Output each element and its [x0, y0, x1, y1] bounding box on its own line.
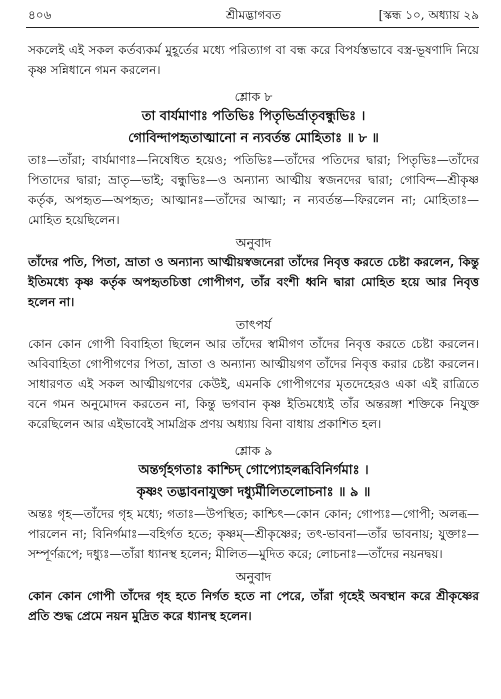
verse-8-word-meanings: তাঃ—তাঁরা; বার্যমাণাঃ—নিষেধিত হয়েও; পতিভিঃ—তাঁদের পতিদের দ্বারা; পিতৃভিঃ—তাঁদের পিতাদের দ্বারা; ভ্রাতৃ—ভাই; বন্ধুভিঃ—ও অন্যান্য আত্মীয় স্বজনদের দ্বারা; গোবিন্দ—শ্রীকৃষ্ণ কর্তৃক, অপহৃত—অপহৃত; আত্মানঃ—তাঁদের আত্মা; ন ন্যবর্তন্ত—ফিরলেন না; মোহিতাঃ—মোহিত হয়েছিলেন। — [28, 153, 479, 227]
verse-8-label: শ্লোক ৮ — [234, 89, 273, 104]
page-body — [28, 40, 479, 626]
page-number: ৪০৬ — [28, 8, 52, 22]
verse-8-translation-label: অনুবাদ — [235, 235, 272, 250]
verse-8-line-2: গোবিন্দাপহৃতাত্মানো ন ন্যবর্তন্ত মোহিতাঃ ॥ ৮ ॥ — [128, 131, 379, 146]
book-title: শ্রীমদ্ভাগবত — [225, 8, 281, 22]
verse-9-translation: কোন কোন গোপী তাঁদের গৃহ হতে নির্গত হতে না পেরে, তাঁরা গৃহেই অবস্থান করে শ্রীকৃষ্ণের প্রতি শুদ্ধ প্রেমে নয়ন মুদ্রিত করে ধ্যানস্থ হলেন। — [28, 589, 479, 623]
intro-paragraph: সকলেই এই সকল কর্তব্যকর্ম মুহূর্তের মধ্যে পরিত্যাগ বা বন্ধ করে বিপর্যস্তভাবে বস্ত্র-ভূষণাদি নিয়ে কৃষ্ণ সন্নিধানে গমন করলেন। — [28, 43, 479, 77]
verse-9-word-meanings: অন্তঃ গৃহ—তাঁদের গৃহ মধ্যে; গতাঃ—উপস্থিত; কাশ্চিৎ—কোন কোন; গোপ্যঃ—গোপী; অলব্ধ—পারলেন না; বিনির্গমাঃ—বহির্গত হতে; কৃষ্ণম্—শ্রীকৃষ্ণের; তৎ-ভাবনা—তাঁর ভাবনায়; যুক্তাঃ—সম্পূর্ণরূপে; দধ্যুঃ—তাঁরা ধ্যানস্থ হলেন; মীলিত—মুদিত করে; লোচনাঃ—তাঁদের নয়নদ্বয়। — [28, 507, 479, 561]
verse-9-translation-label: অনুবাদ — [235, 569, 272, 584]
verse-9-line-2: কৃষ্ণং তদ্ভাবনাযুক্তা দধ্যুর্মীলিতলোচনাঃ ॥ ৯ ॥ — [136, 485, 371, 500]
verse-9-line-1: অন্তর্গৃহগতাঃ কাশ্চিদ্ গোপ্যোহলব্ধবিনির্গমাঃ । — [138, 463, 369, 478]
verse-8-purport: কোন কোন গোপী বিবাহিতা ছিলেন আর তাঁদের স্বামীগণ তাঁদের নিবৃত্ত করতে চেষ্টা করলেন। অবিবাহিতা গোপীগণের পিতা, ভ্রাতা ও অন্যান্য আত্মীয়গণ তাঁদের নিবৃত্ত করার চেষ্টা করলেন। সাধারণত এই সকল আত্মীয়গণের কেউই, এমনকি গোপীগণের মৃতদেহেরও একা এই রাত্রিতে বনে গমন অনুমোদন করতেন না, কিন্তু ভগবান কৃষ্ণ ইতিমধ্যেই তাঁর অন্তরঙ্গা শক্তিকে নিযুক্ত করেছিলেন আর এইভাবেই সামগ্রিক প্রণয় অধ্যায় বিনা বাধায় প্রকাশিত হল। — [28, 337, 479, 431]
verse-8-purport-label: তাৎপর্য — [235, 317, 272, 332]
verse-8-line-1: তা বার্যমাণাঃ পতিভিঃ পিতৃভির্ভ্রাতৃবন্ধুভিঃ । — [141, 109, 366, 124]
section-reference: [স্কন্ধ ১০, অধ্যায় ২৯ — [378, 8, 479, 22]
verse-8-translation: তাঁদের পতি, পিতা, ভ্রাতা ও অন্যান্য আত্মীয়স্বজনেরা তাঁদের নিবৃত্ত করতে চেষ্টা করলেন, কিন্তু ইতিমধ্যে কৃষ্ণ কর্তৃক অপহৃতচিত্তা গোপীগণ, তাঁর বংশী ধ্বনি দ্বারা মোহিত হয়ে আর নিবৃত্ত হলেন না। — [28, 255, 479, 309]
page-header — [28, 4, 479, 26]
verse-9-label: শ্লোক ৯ — [234, 443, 273, 458]
header-divider — [26, 27, 479, 28]
